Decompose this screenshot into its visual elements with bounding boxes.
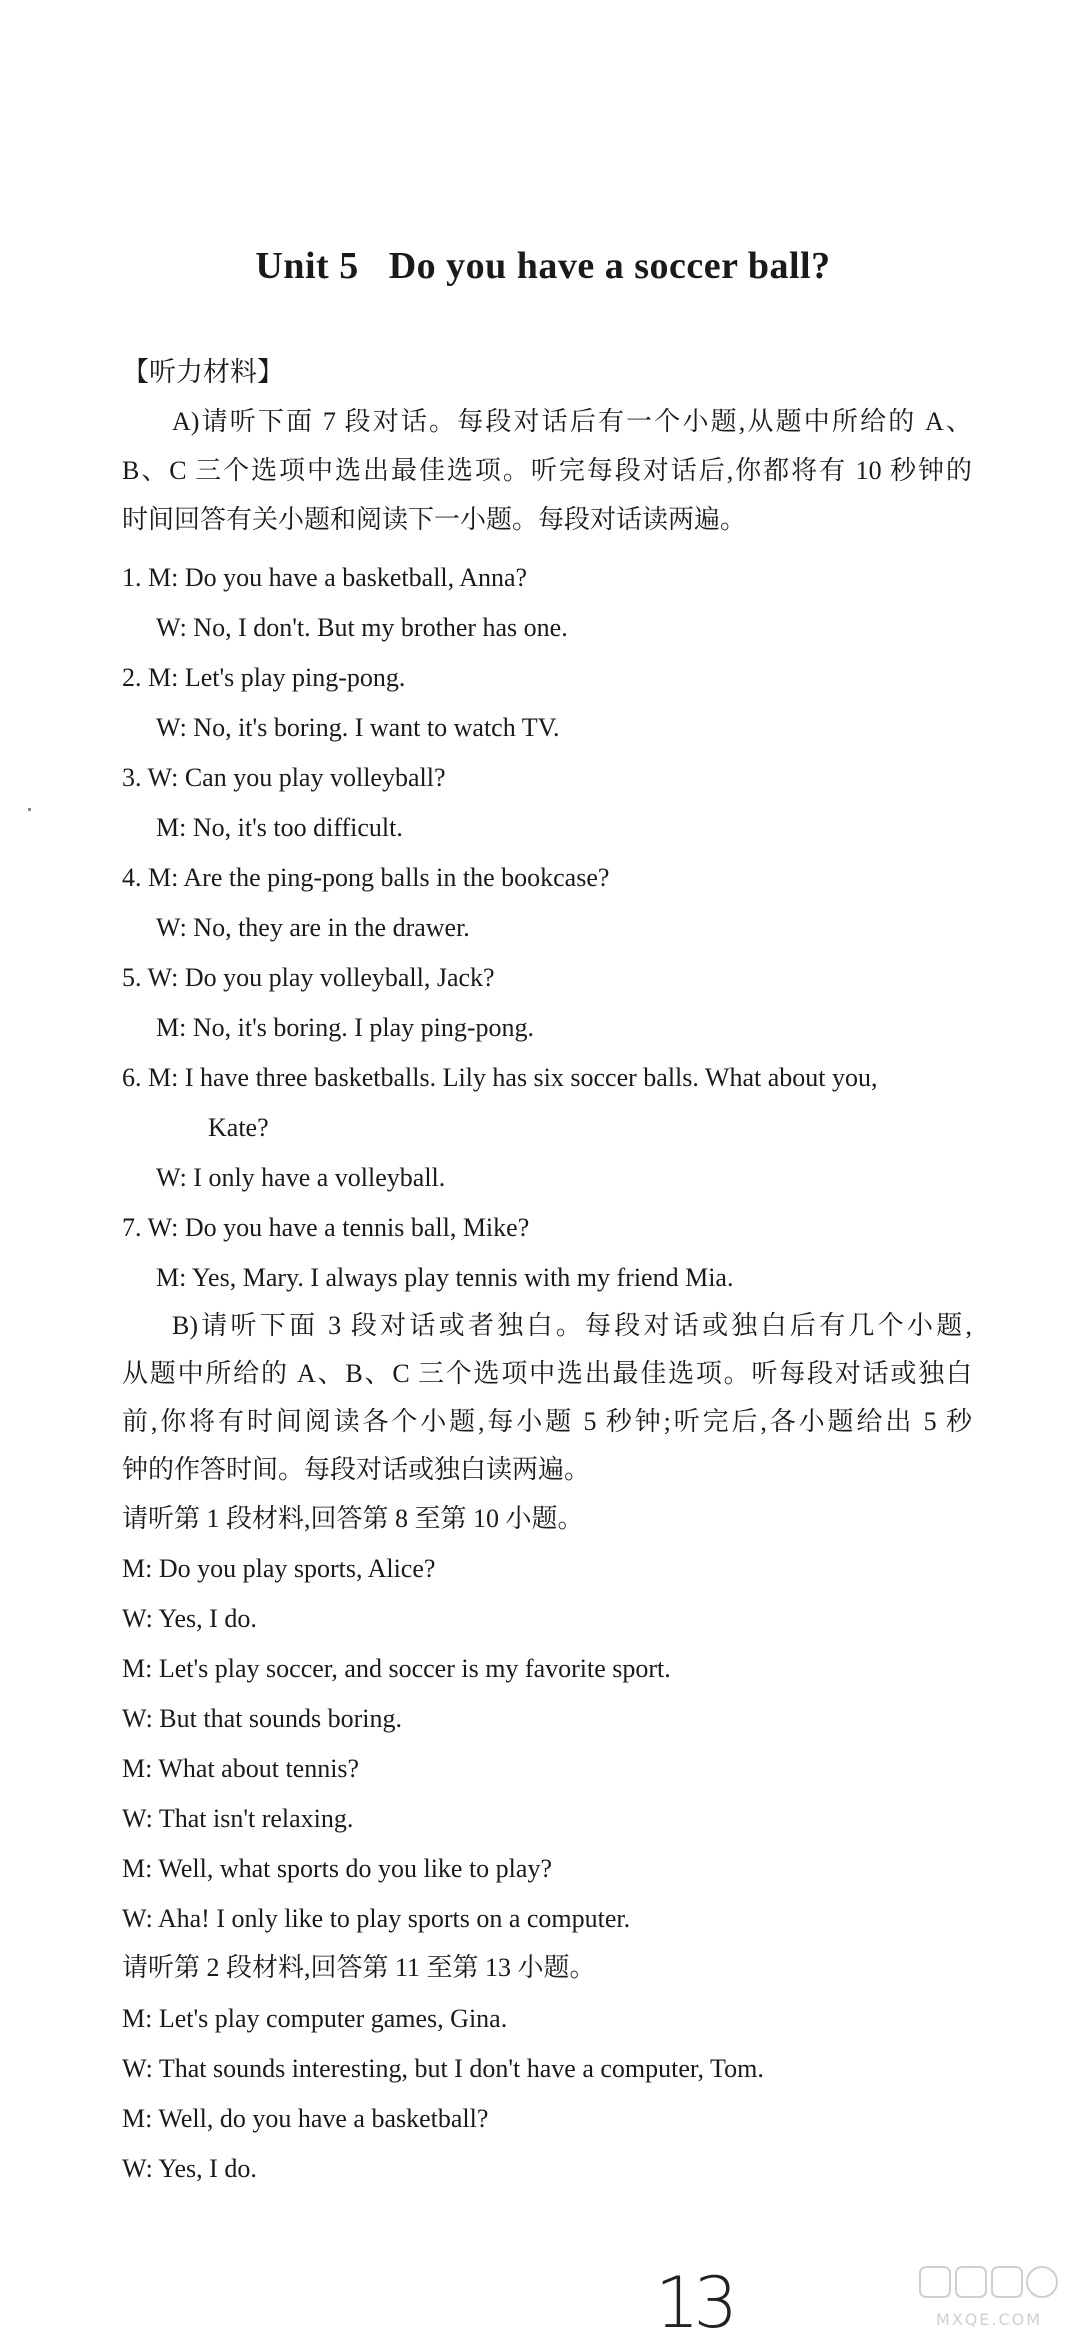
dialogue-line: 5. W: Do you play volleyball, Jack? bbox=[122, 963, 495, 992]
dialogue-line: 2. M: Let's play ping-pong. bbox=[122, 663, 406, 692]
part-b-line-4: 钟的作答时间。每段对话或独白读两遍。 bbox=[122, 1455, 591, 1484]
material-1-line: W: Yes, I do. bbox=[122, 1604, 257, 1633]
dialogue-line: 4. M: Are the ping-pong balls in the bookcase? bbox=[122, 863, 610, 892]
dialogue-line: 3. W: Can you play volleyball? bbox=[122, 763, 446, 792]
dialogue-line: W: No, it's boring. I want to watch TV. bbox=[156, 713, 560, 742]
dialogue-line: 1. M: Do you have a basketball, Anna? bbox=[122, 563, 528, 592]
dialogue-line: 6. M: I have three basketballs. Lily has six soccer balls. What about you, bbox=[122, 1063, 878, 1092]
material-1-line: M: Let's play soccer, and soccer is my favorite sport. bbox=[122, 1654, 671, 1683]
dialogue-line: M: Yes, Mary. I always play tennis with my friend Mia. bbox=[156, 1263, 734, 1292]
unit-title: Unit 5 Do you have a soccer ball? bbox=[255, 245, 831, 287]
part-b-line-3: 前,你将有时间阅读各个小题,每小题 5 秒钟;听完后,各小题给出 5 秒 bbox=[122, 1407, 972, 1436]
part-a-line-3: 时间回答有关小题和阅读下一小题。每段对话读两遍。 bbox=[122, 505, 747, 534]
material-1-heading: 请听第 1 段材料,回答第 8 至第 10 小题。 bbox=[122, 1504, 584, 1533]
watermark-logo bbox=[914, 2263, 1064, 2333]
material-2-heading: 请听第 2 段材料,回答第 11 至第 13 小题。 bbox=[122, 1953, 596, 1982]
section-label: 【听力材料】 bbox=[122, 357, 284, 387]
page-number: 13 bbox=[655, 2262, 733, 2344]
svg-text:MXQE.COM: MXQE.COM bbox=[935, 2310, 1043, 2329]
material-1-line: M: Well, what sports do you like to play? bbox=[122, 1854, 552, 1883]
dialogue-line: M: No, it's too difficult. bbox=[156, 813, 403, 842]
material-2-line: M: Well, do you have a basketball? bbox=[122, 2104, 489, 2133]
part-a-line-2: B、C 三个选项中选出最佳选项。听完每段对话后,你都将有 10 秒钟的 bbox=[122, 456, 972, 485]
material-1-line: M: Do you play sports, Alice? bbox=[122, 1554, 436, 1583]
part-b-line-2: 从题中所给的 A、B、C 三个选项中选出最佳选项。听每段对话或独白 bbox=[122, 1359, 972, 1388]
part-b-line-1: B)请听下面 3 段对话或者独白。每段对话或独白后有几个小题, bbox=[172, 1311, 972, 1340]
part-a-line-1: A)请听下面 7 段对话。每段对话后有一个小题,从题中所给的 A、 bbox=[172, 407, 972, 436]
material-1-line: W: That isn't relaxing. bbox=[122, 1804, 354, 1833]
dialogue-line: W: No, they are in the drawer. bbox=[156, 913, 470, 942]
dialogue-line: W: No, I don't. But my brother has one. bbox=[156, 613, 568, 642]
scan-speck bbox=[28, 808, 31, 811]
material-1-line: M: What about tennis? bbox=[122, 1754, 360, 1783]
dialogue-line: W: I only have a volleyball. bbox=[156, 1163, 446, 1192]
material-1-line: W: But that sounds boring. bbox=[122, 1704, 402, 1733]
material-1-line: W: Aha! I only like to play sports on a computer. bbox=[122, 1904, 631, 1933]
dialogue-line: Kate? bbox=[208, 1113, 269, 1142]
material-2-line: M: Let's play computer games, Gina. bbox=[122, 2004, 508, 2033]
dialogue-line: M: No, it's boring. I play ping-pong. bbox=[156, 1013, 535, 1042]
material-2-line: W: Yes, I do. bbox=[122, 2154, 257, 2183]
dialogue-line: 7. W: Do you have a tennis ball, Mike? bbox=[122, 1213, 530, 1242]
material-2-line: W: That sounds interesting, but I don't have a computer, Tom. bbox=[122, 2054, 764, 2083]
